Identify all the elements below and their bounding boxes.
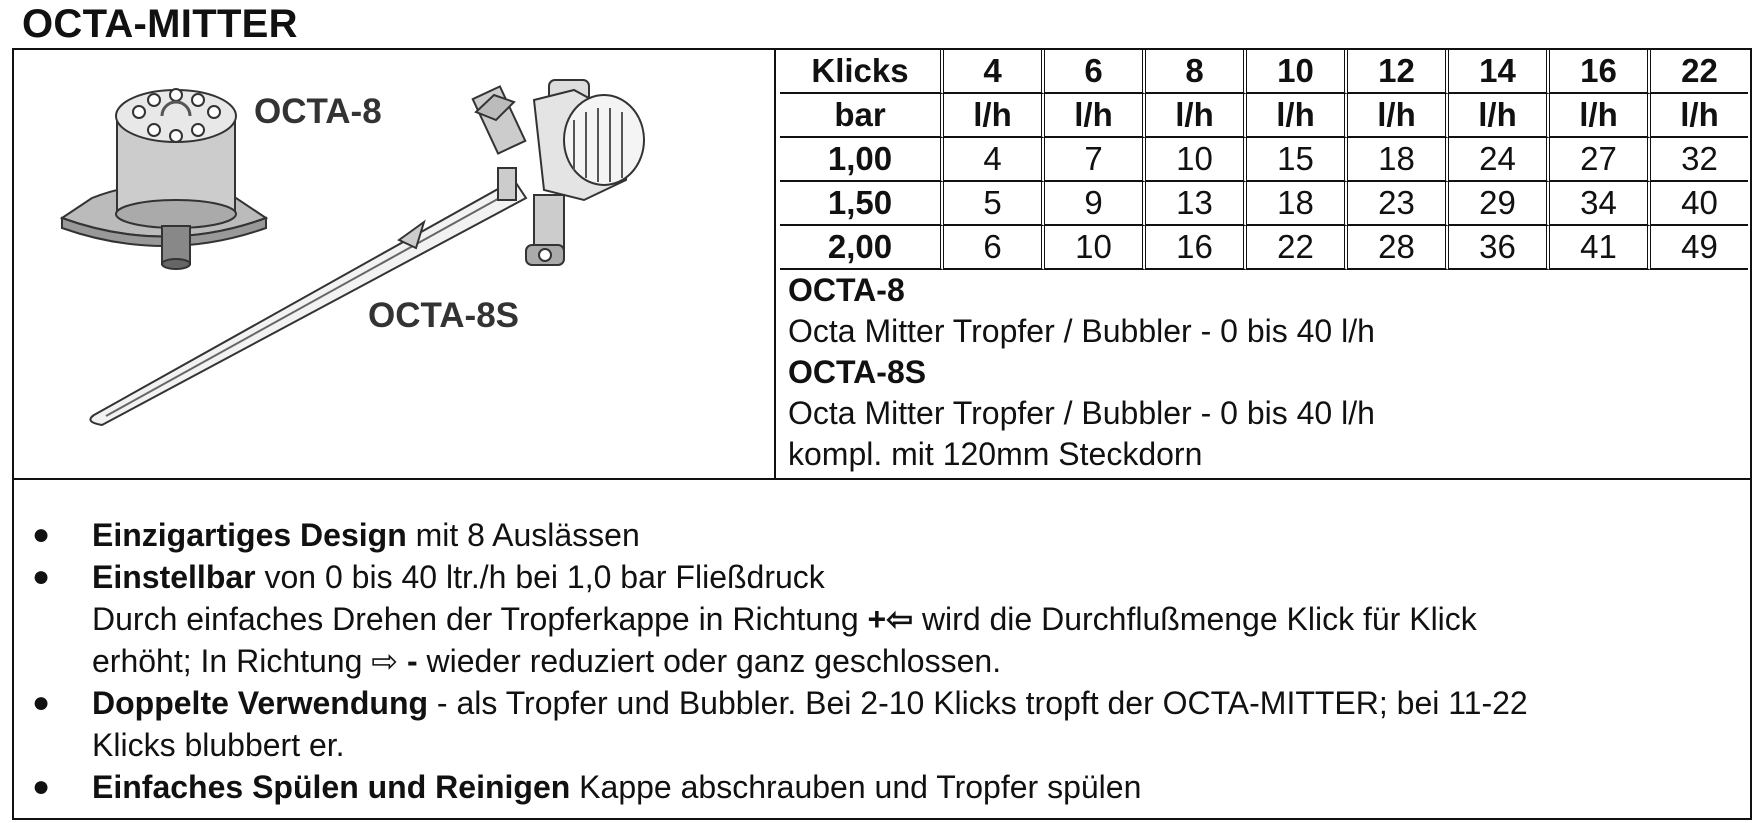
feature-title: Einfaches Spülen und Reinigen (92, 769, 571, 805)
value-cell: 24 (1449, 138, 1550, 182)
table-row (780, 226, 1748, 270)
direction-symbol: +⇦ (867, 601, 914, 637)
value-cell: 23 (1348, 182, 1449, 226)
octa8-drawing (62, 89, 266, 269)
table-header-row (780, 50, 1748, 94)
octa8-label: OCTA-8 (254, 92, 382, 131)
unit-cell: l/h (1651, 94, 1748, 138)
table-row (780, 138, 1748, 182)
value-cell: 41 (1550, 226, 1651, 270)
table-unit-row (780, 94, 1748, 138)
value-cell: 10 (1045, 226, 1146, 270)
value-cell: 32 (1651, 138, 1748, 182)
feature-title: Einzigartiges Design (92, 517, 407, 553)
value-cell: 18 (1348, 138, 1449, 182)
value-cell: 16 (1146, 226, 1247, 270)
value-cell: 27 (1550, 138, 1651, 182)
header-cell: 6 (1045, 50, 1146, 94)
list-item (14, 556, 1750, 682)
feature-text: erhöht; In Richtung ⇨ (92, 643, 407, 679)
octa8s-desc-title: OCTA-8S (788, 354, 927, 390)
value-cell: 9 (1045, 182, 1146, 226)
unit-cell: l/h (1550, 94, 1651, 138)
value-cell: 36 (1449, 226, 1550, 270)
product-box (12, 48, 1752, 820)
value-cell: 29 (1449, 182, 1550, 226)
unit-cell: l/h (1045, 94, 1146, 138)
unit-cell: l/h (1146, 94, 1247, 138)
list-item (14, 682, 1750, 766)
feature-text: Kappe abschrauben und Tropfer spülen (570, 769, 1142, 805)
header-cell: 14 (1449, 50, 1550, 94)
feature-text: - als Tropfer und Bubbler. Bei 2-10 Klicks tropft der OCTA-MITTER; bei 11-22 (428, 685, 1528, 721)
feature-text: Durch einfaches Drehen der Tropferkappe in Richtung (92, 601, 868, 637)
value-cell: 22 (1247, 226, 1348, 270)
feature-text: wieder reduziert oder ganz geschlossen. (417, 643, 1002, 679)
octa8s-desc-text: Octa Mitter Tropfer / Bubbler - 0 bis 40 l/h (788, 395, 1375, 431)
value-cell: 34 (1550, 182, 1651, 226)
header-cell: 22 (1651, 50, 1748, 94)
value-cell: 10 (1146, 138, 1247, 182)
list-item (14, 514, 1750, 556)
feature-title: Doppelte Verwendung (92, 685, 429, 721)
bullet-icon: ● (32, 770, 51, 803)
unit-cell: bar (780, 94, 944, 138)
page-title: OCTA-MITTER (22, 2, 298, 46)
unit-cell: l/h (1449, 94, 1550, 138)
unit-cell: l/h (944, 94, 1045, 138)
feature-text: von 0 bis 40 ltr./h bei 1,0 bar Fließdruck (255, 559, 825, 595)
header-cell: 10 (1247, 50, 1348, 94)
header-cell: 12 (1348, 50, 1449, 94)
list-item (14, 766, 1750, 808)
product-description (788, 270, 1375, 475)
unit-cell: l/h (1247, 94, 1348, 138)
feature-text: Klicks blubbert er. (92, 727, 345, 763)
header-cell: 8 (1146, 50, 1247, 94)
feature-text: wird die Durchflußmenge Klick für Klick (913, 601, 1477, 637)
top-section (14, 50, 1750, 480)
header-cell: 16 (1550, 50, 1651, 94)
value-cell: 18 (1247, 182, 1348, 226)
octa8s-label: OCTA-8S (368, 296, 520, 335)
value-cell: 6 (944, 226, 1045, 270)
header-cell: Klicks (780, 50, 944, 94)
value-cell: 7 (1045, 138, 1146, 182)
feature-title: Einstellbar (92, 559, 256, 595)
bullet-icon: ● (32, 560, 51, 593)
dripper-drawing (14, 50, 774, 478)
pressure-cell: 1,00 (780, 138, 944, 182)
octa8s-desc-text-2: kompl. mit 120mm Steckdorn (788, 436, 1203, 472)
bullet-icon: ● (32, 686, 51, 719)
octa8-desc-text: Octa Mitter Tropfer / Bubbler - 0 bis 40 l/h (788, 313, 1375, 349)
product-illustration (14, 50, 776, 478)
feature-list (14, 514, 1750, 808)
direction-symbol: - (406, 643, 418, 679)
value-cell: 5 (944, 182, 1045, 226)
header-cell: 4 (944, 50, 1045, 94)
unit-cell: l/h (1348, 94, 1449, 138)
bullet-icon: ● (32, 518, 51, 551)
pressure-cell: 2,00 (780, 226, 944, 270)
value-cell: 15 (1247, 138, 1348, 182)
value-cell: 28 (1348, 226, 1449, 270)
spec-area (776, 50, 1750, 478)
value-cell: 49 (1651, 226, 1748, 270)
flow-rate-table (780, 50, 1748, 270)
value-cell: 4 (944, 138, 1045, 182)
feature-text: mit 8 Auslässen (406, 517, 640, 553)
value-cell: 13 (1146, 182, 1247, 226)
table-row (780, 182, 1748, 226)
pressure-cell: 1,50 (780, 182, 944, 226)
octa8-desc-title: OCTA-8 (788, 272, 905, 308)
value-cell: 40 (1651, 182, 1748, 226)
